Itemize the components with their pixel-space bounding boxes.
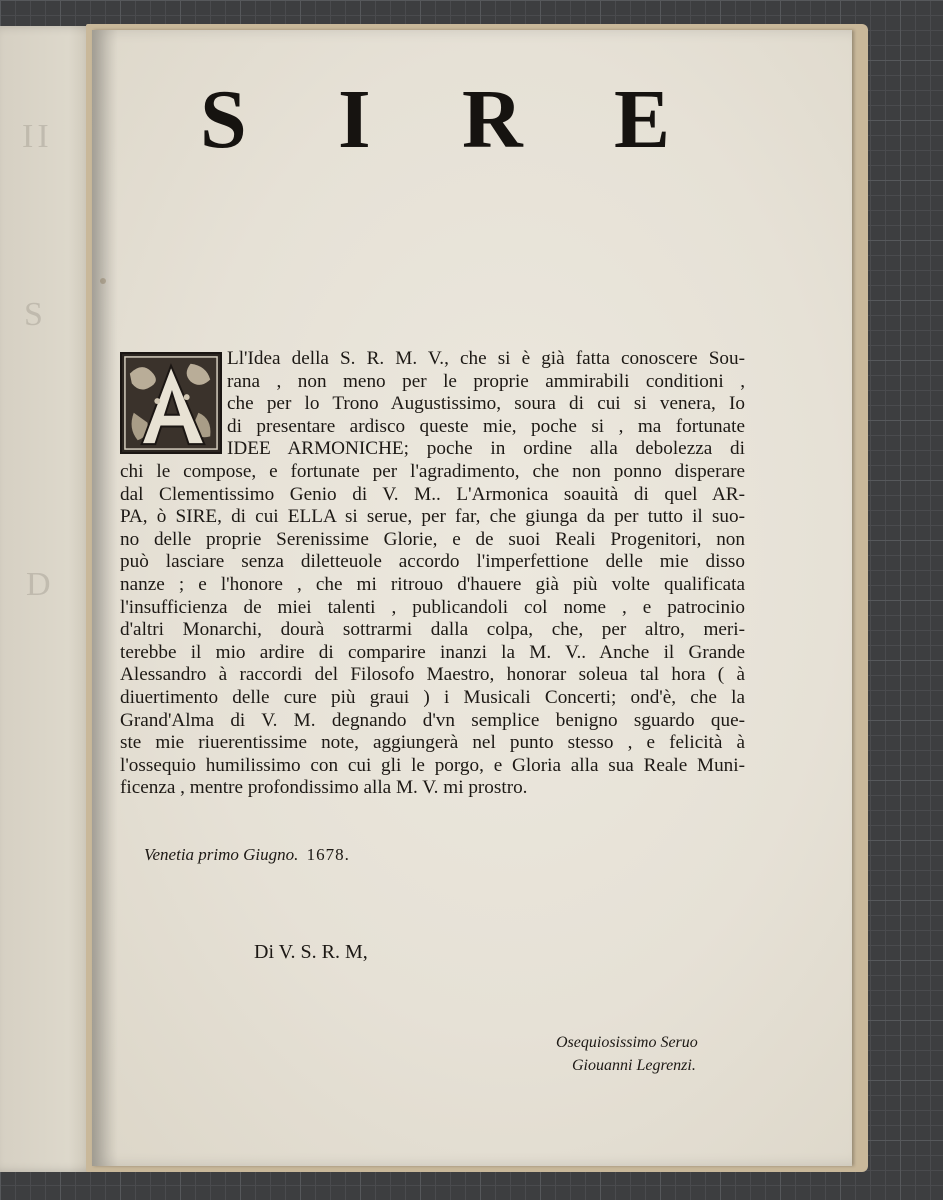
text-line: chi le compose, e fortunate per l'agradimento, che non ponno disperare — [120, 460, 745, 482]
text-line: rana , non meno per le proprie ammirabili conditioni , — [227, 370, 745, 392]
left-page-edge — [0, 26, 98, 1172]
bleed-through-mark: II — [22, 118, 53, 155]
text-line: l'ossequio humilissimo con cui gli le porgo, e Gloria alla sua Reale Muni- — [120, 754, 745, 776]
bleed-through-mark: D — [26, 566, 55, 603]
text-line: d'altri Monarchi, dourà sottrarmi dalla colpa, che, per altro, meri- — [120, 619, 745, 641]
text-line: può lasciare senza diletteuole accordo l'imperfettione delle mie disso — [120, 551, 745, 573]
bleed-through-mark: S — [24, 296, 47, 333]
text-line: ficenza , mentre profondissimo alla M. V. mi prostro. — [120, 777, 528, 799]
paper-spot — [100, 278, 106, 284]
text-line: nanze ; e l'honore , che mi ritrouo d'hauere già più volte qualificata — [120, 573, 745, 595]
text-line: Alessandro à raccordi del Filosofo Maestro, honorar soleua tal hora ( à — [120, 664, 745, 686]
title-letter: I — [338, 72, 371, 166]
text-line: terebbe il mio ardire di comparire inanzi la M. V.. Anche il Grande — [120, 641, 745, 663]
dateline-place: Venetia primo Giugno. — [144, 845, 299, 864]
text-line: di presentare ardisco queste mie, poche si , ma fortunate — [227, 415, 745, 437]
text-line: diuertimento delle cure più graui ) i Musicali Concerti; ond'è, che la — [120, 686, 745, 708]
dateline — [144, 845, 350, 865]
text-line: no delle proprie Serenissime Glorie, e de suoi Reali Progenitori, non — [120, 528, 745, 550]
text-line: l'insufficienza de miei talenti , publicandoli col nome , e patrocinio — [120, 596, 745, 618]
gutter-shadow — [92, 30, 118, 1166]
dedication-text — [120, 348, 745, 800]
title-letter: S — [200, 72, 247, 166]
title-letter: E — [613, 72, 670, 166]
dateline-year: 1678. — [306, 845, 350, 864]
text-line: che per lo Trono Augustissimo, soura di cui si venera, Io — [227, 393, 745, 415]
page-title — [200, 74, 670, 164]
text-line: Grand'Alma di V. M. degnando d'vn semplice benigno sguardo que- — [120, 709, 745, 731]
text-line: dal Clementissimo Genio di V. M.. L'Armonica soauità di quel AR- — [120, 483, 745, 505]
text-line: ste mie riuerentissime note, aggiungerà nel punto stesso , e felicità à — [120, 732, 745, 754]
signature-name: Giouanni Legrenzi. — [572, 1057, 696, 1074]
text-line: Ll'Idea della S. R. M. V., che si è già fatta conoscere Sou- — [227, 348, 745, 369]
text-line: PA, ò SIRE, di cui ELLA si serue, per far, che giunga da per tutto il suo- — [120, 506, 745, 528]
signature-closing: Osequiosissimo Seruo — [556, 1034, 698, 1051]
title-letter: R — [461, 72, 523, 166]
text-line: IDEE ARMONICHE; poche in ordine alla debolezza di — [227, 438, 745, 460]
salutation: Di V. S. R. M, — [254, 941, 368, 963]
